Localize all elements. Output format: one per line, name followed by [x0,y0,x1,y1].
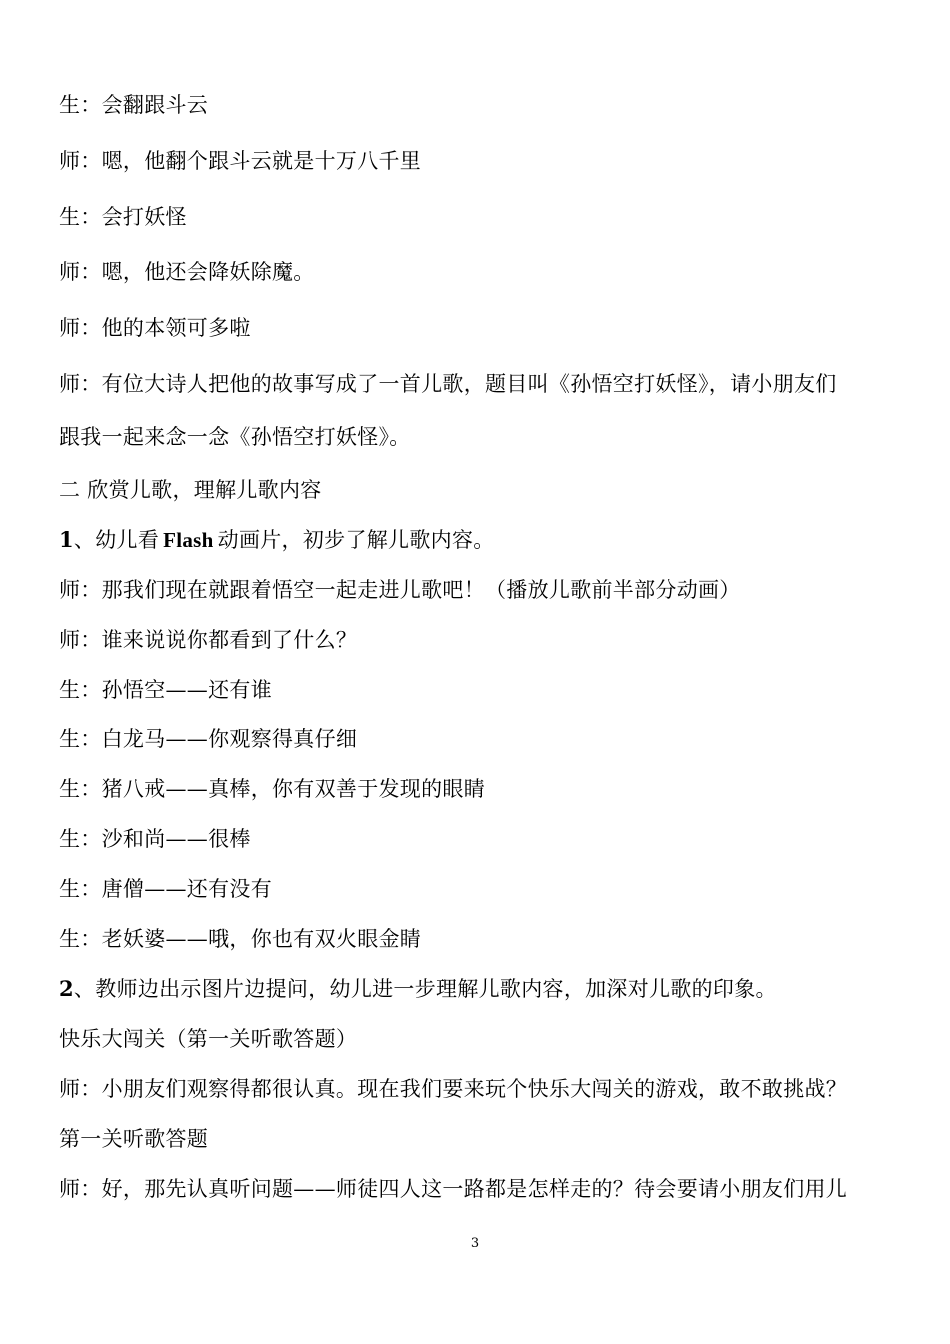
list-item-2 [59,977,777,1001]
text-line: 师：谁来说说你都看到了什么？ [59,628,358,652]
text-line: 生：沙和尚——很棒 [59,827,251,851]
item-text: 动画片，初步了解儿歌内容。 [217,528,495,552]
text-line: 师：嗯，他还会降妖除魔。 [59,260,315,284]
text-line: 生：会打妖怪 [59,205,187,229]
text-line: 生：会翻跟斗云 [59,93,209,117]
item-text: 、幼儿看 [73,528,160,552]
text-line: 生：老妖婆——哦，你也有双火眼金睛 [59,927,422,951]
item-number: 1 [59,527,74,552]
text-line: 生：唐僧——还有没有 [59,877,272,901]
text-line: 生：孙悟空——还有谁 [59,678,272,702]
text-line: 师：他的本领可多啦 [59,316,251,340]
item-keyword: Flash [163,528,214,552]
text-line: 快乐大闯关（第一关听歌答题） [59,1027,358,1051]
text-line: 师：嗯，他翻个跟斗云就是十万八千里 [59,149,422,173]
text-line: 师：有位大诗人把他的故事写成了一首儿歌，题目叫《孙悟空打妖怪》，请小朋友们 [59,372,837,396]
item-number: 2 [59,976,74,1001]
item-text: 、教师边出示图片边提问，幼儿进一步理解儿歌内容，加深对儿歌的印象。 [73,977,777,1001]
text-line: 师：好，那先认真听问题——师徒四人这一路都是怎样走的？待会要请小朋友们用儿 [59,1177,848,1201]
text-line: 师：那我们现在就跟着悟空一起走进儿歌吧！（播放儿歌前半部分动画） [59,578,741,602]
list-item-1 [59,528,495,552]
page-number: 3 [470,1236,480,1251]
text-line: 生：猪八戒——真棒，你有双善于发现的眼睛 [59,777,485,801]
section-heading: 二 欣赏儿歌，理解儿歌内容 [59,478,322,502]
text-line: 生：白龙马——你观察得真仔细 [59,727,358,751]
text-line: 跟我一起来念一念《孙悟空打妖怪》。 [59,425,411,449]
text-line: 第一关听歌答题 [59,1127,209,1151]
text-line: 师：小朋友们观察得都很认真。现在我们要来玩个快乐大闯关的游戏，敢不敢挑战？ [59,1077,848,1101]
